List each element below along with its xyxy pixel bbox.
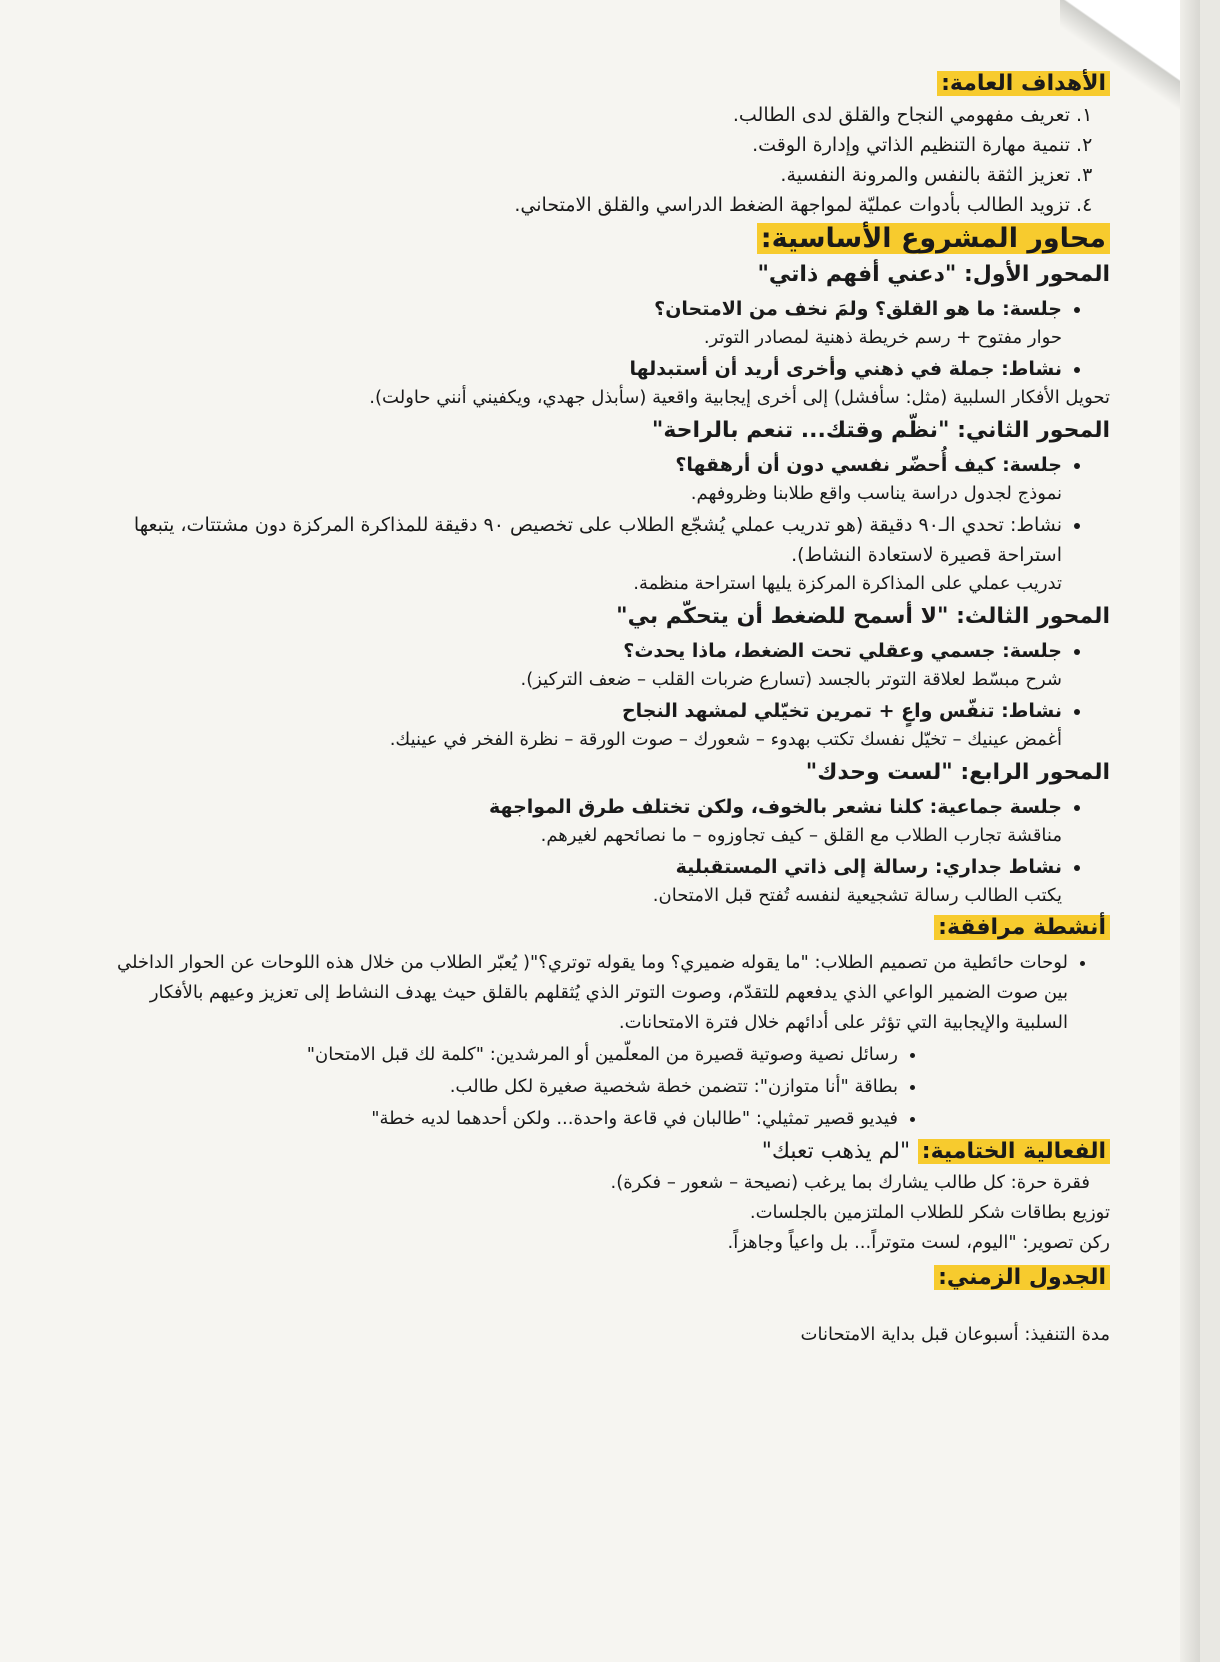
axis-items <box>110 696 1110 726</box>
activities-heading: أنشطة مرافقة: <box>110 912 1110 944</box>
activity-item: • نشاط: تحدي الـ٩٠ دقيقة (هو تدريب عملي يُشجّع الطلاب على تخصيص ٩٠ دقيقة للمذاكرة المركزة دون مشتتات، يتبعها استراحة قصيرة لاستعادة النشاط). <box>110 510 1062 570</box>
goals-list <box>110 100 1110 220</box>
goals-heading: الأهداف العامة: <box>110 68 1110 100</box>
session-item: • جلسة جماعية: كلنا نشعر بالخوف، ولكن تختلف طرق المواجهة <box>110 792 1062 822</box>
axis-items <box>110 510 1110 570</box>
final-line: ركن تصوير: "اليوم، لست متوتراً... بل واعياً وجاهزاً. <box>727 1232 1110 1253</box>
goal-item: 3. تعزيز الثقة بالنفس والمرونة النفسية. <box>110 160 1070 190</box>
axes-heading: محاور المشروع الأساسية: <box>110 220 1110 258</box>
activity-entry: • بطاقة "أنا متوازن": تتضمن خطة شخصية صغيرة لكل طالب. <box>110 1072 898 1102</box>
activity-entry: • فيديو قصير تمثيلي: "طالبان في قاعة واحدة... ولكن أحدهما لديه خطة" <box>110 1104 898 1134</box>
axis-items <box>110 792 1110 822</box>
item-description: أغمض عينيك – تخيّل نفسك تكتب بهدوء – شعورك – صوت الورقة – نظرة الفخر في عينيك. <box>389 729 1062 750</box>
axis-title: المحور الثاني: "نظّم وقتك... تنعم بالراحة" <box>651 418 1110 443</box>
session-item: • جلسة: جسمي وعقلي تحت الضغط، ماذا يحدث؟ <box>110 636 1062 666</box>
item-description: تحويل الأفكار السلبية (مثل: سأفشل) إلى أخرى إيجابية واقعية (سأبذل جهدي، ويكفيني أنني حاولت). <box>369 387 1110 408</box>
item-description: يكتب الطالب رسالة تشجيعية لنفسه تُفتح قبل الامتحان. <box>652 885 1062 906</box>
session-item: • جلسة: كيف أُحضّر نفسي دون أن أرهقها؟ <box>110 450 1062 480</box>
axis-title: المحور الرابع: "لست وحدك" <box>805 760 1110 785</box>
goal-item: 2. تنمية مهارة التنظيم الذاتي وإدارة الوقت. <box>110 130 1070 160</box>
schedule-heading: الجدول الزمني: <box>110 1262 1110 1294</box>
axis-items <box>110 354 1110 384</box>
item-description: نموذج لجدول دراسة يناسب واقع طلابنا وظروفهم. <box>690 483 1062 504</box>
activities-list <box>110 948 1110 1134</box>
axis-items <box>110 450 1110 480</box>
activity-entry: • رسائل نصية وصوتية قصيرة من المعلّمين أو المرشدين: "كلمة لك قبل الامتحان" <box>110 1040 898 1070</box>
goal-item: 1. تعريف مفهومي النجاح والقلق لدى الطالب. <box>110 100 1070 130</box>
axis-items <box>110 636 1110 666</box>
activity-entry: • لوحات حائطية من تصميم الطلاب: "ما يقوله ضميري؟ وما يقوله توتري؟"( يُعبّر الطلاب من خلال هذه اللوحات عن الحوار الداخلي بين صوت الضمير الواعي الذي يدفعهم للتقدّم، وصوت التوتر الذي يُثقلهم بالقلق حيث يهدف النشاط إلى تعزيز وعيهم بالأفكار السلبية والإيجابية التي تؤثر على أدائهم خلال فترة الامتحانات. <box>110 948 1068 1038</box>
final-line: توزيع بطاقات شكر للطلاب الملتزمين بالجلسات. <box>749 1202 1110 1223</box>
session-item: • جلسة: ما هو القلق؟ ولمَ نخف من الامتحان؟ <box>110 294 1062 324</box>
final-line: فقرة حرة: كل طالب يشارك بما يرغب (نصيحة – شعور – فكرة). <box>610 1172 1090 1193</box>
axis-items <box>110 294 1110 324</box>
axis-items <box>110 852 1110 882</box>
item-description: شرح مبسّط لعلاقة التوتر بالجسد (تسارع ضربات القلب – ضعف التركيز). <box>520 669 1062 690</box>
axis-title: المحور الثالث: "لا أسمح للضغط أن يتحكّم بي" <box>616 604 1110 629</box>
activity-item: • نشاط جداري: رسالة إلى ذاتي المستقبلية <box>110 852 1062 882</box>
schedule-duration: مدة التنفيذ: أسبوعان قبل بداية الامتحانات <box>800 1324 1110 1345</box>
item-description: حوار مفتوح + رسم خريطة ذهنية لمصادر التوتر. <box>703 327 1062 348</box>
document-body <box>110 68 1110 1350</box>
axis-title: المحور الأول: "دعني أفهم ذاتي" <box>757 262 1110 287</box>
item-description: تدريب عملي على المذاكرة المركزة يليها استراحة منظمة. <box>633 573 1062 594</box>
goal-item: 4. تزويد الطالب بأدوات عمليّة لمواجهة الضغط الدراسي والقلق الامتحاني. <box>110 190 1070 220</box>
final-heading: الفعالية الختامية: "لم يذهب تعبك" <box>110 1136 1110 1168</box>
page-edge <box>1180 0 1200 1662</box>
final-subtitle: "لم يذهب تعبك" <box>761 1139 911 1164</box>
item-description: مناقشة تجارب الطلاب مع القلق – كيف تجاوزوه – ما نصائحهم لغيرهم. <box>540 825 1062 846</box>
activity-item: • نشاط: تنفّس واعٍ + تمرين تخيّلي لمشهد النجاح <box>110 696 1062 726</box>
activity-item: • نشاط: جملة في ذهني وأخرى أريد أن أستبدلها <box>110 354 1062 384</box>
